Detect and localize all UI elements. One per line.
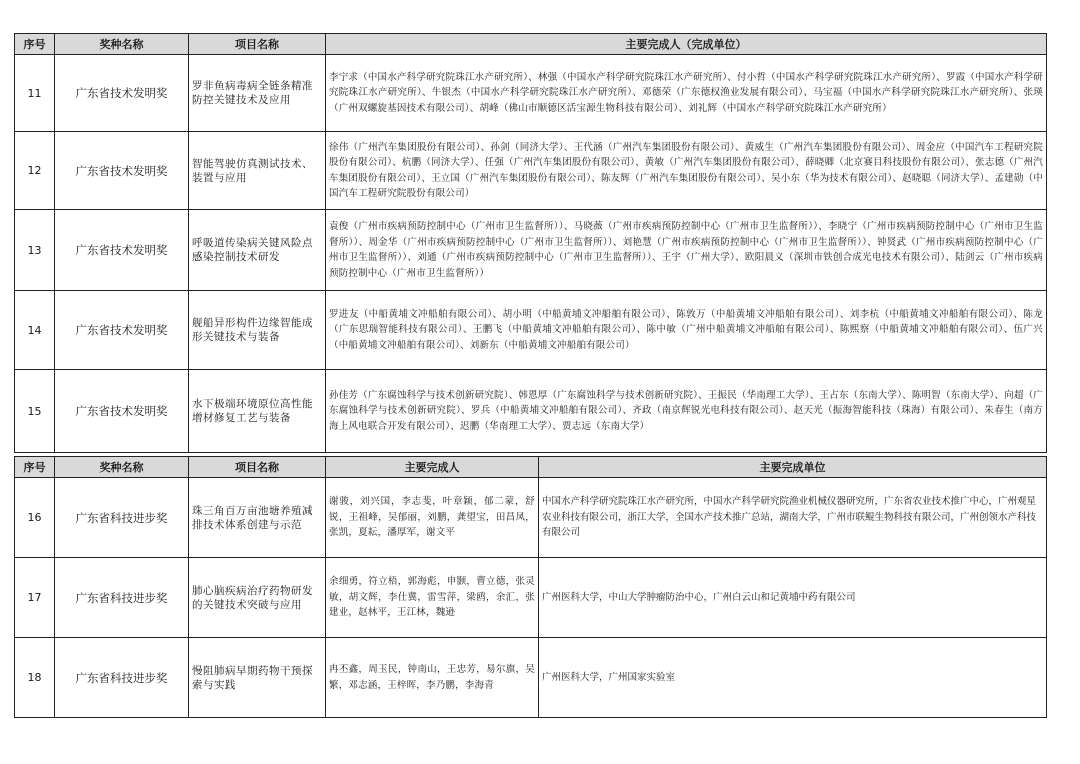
header-people: 主要完成人 bbox=[326, 457, 539, 478]
row-number: 14 bbox=[15, 291, 55, 370]
header-no: 序号 bbox=[15, 34, 55, 55]
header-project: 项目名称 bbox=[189, 34, 326, 55]
row-number: 17 bbox=[15, 558, 55, 638]
table-row bbox=[15, 558, 1047, 638]
header-completers: 主要完成人（完成单位） bbox=[326, 34, 1047, 55]
row-number: 11 bbox=[15, 55, 55, 132]
main-units: 广州医科大学，广州国家实验室 bbox=[539, 638, 1047, 718]
table-row bbox=[15, 638, 1047, 718]
table-header-row bbox=[15, 34, 1047, 55]
table-header-row bbox=[15, 457, 1047, 478]
main-units: 广州医科大学，中山大学肿瘤防治中心，广州白云山和记黄埔中药有限公司 bbox=[539, 558, 1047, 638]
awards-table-sci-tech-progress bbox=[14, 456, 1047, 718]
project-name: 舰船异形构件边缘智能成形关键技术与装备 bbox=[189, 291, 326, 370]
main-completers: 冉丕鑫，周玉民，钟南山，王忠芳，易尔旗，吴繁，邓志涵，王梓晖，李乃鹏，李海青 bbox=[326, 638, 539, 718]
header-award: 奖种名称 bbox=[55, 457, 189, 478]
table-row bbox=[15, 291, 1047, 370]
completers: 袁俊（广州市疾病预防控制中心（广州市卫生监督所））、马晓薇（广州市疾病预防控制中心（广州市卫生监督所））、李晓宁（广州市疾病预防控制中心（广州市卫生监督所））、周金华（广州市疾病预防控制中心（广州市卫生监督所））、刘艳慧（广州市疾病预防控制中心（广州市卫生监督所））、钟贤武（广州市疾病预防控制中心（广州市卫生监督所））、刘通（广州市疾病预防控制中心（广州市卫生监督所））、王宇（广州大学）、欧阳晨义（深圳市铁创合成光电技术有限公司）、陆剑云（广州市疾病预防控制中心（广州市卫生监督所）） bbox=[326, 210, 1047, 291]
header-award: 奖种名称 bbox=[55, 34, 189, 55]
header-units: 主要完成单位 bbox=[539, 457, 1047, 478]
table-row bbox=[15, 132, 1047, 210]
header-no: 序号 bbox=[15, 457, 55, 478]
project-name: 罗非鱼病毒病全链条精准防控关键技术及应用 bbox=[189, 55, 326, 132]
project-name: 肺心脑疾病治疗药物研发的关键技术突破与应用 bbox=[189, 558, 326, 638]
main-completers: 谢骏，刘兴国，李志斐，叶章颖，郁二蒙，舒锐，王祖峰，吴郁丽，刘鹏，龚望宝，田昌凤，张凯，夏耘，潘厚军，谢文平 bbox=[326, 478, 539, 558]
award-name: 广东省技术发明奖 bbox=[55, 55, 189, 132]
awards-table-technical-invention bbox=[14, 33, 1047, 453]
completers: 罗进友（中船黄埔文冲船舶有限公司）、胡小明（中船黄埔文冲船舶有限公司）、陈敦万（中船黄埔文冲船舶有限公司）、刘李杭（中船黄埔文冲船舶有限公司）、陈龙（广东思瑞智能科技有限公司）、王鹏飞（中船黄埔文冲船舶有限公司）、陈中敏（广州中船黄埔文冲船舶有限公司）、陈熙察（中船黄埔文冲船舶有限公司）、伍广兴（中船黄埔文冲船舶有限公司）、刘新东（中船黄埔文冲船舶有限公司） bbox=[326, 291, 1047, 370]
main-units: 中国水产科学研究院珠江水产研究所，中国水产科学研究院渔业机械仪器研究所，广东省农业技术推广中心，广州观星农业科技有限公司，浙江大学，全国水产技术推广总站，湖南大学，广州市联鲲生物科技有限公司，广州创领水产科技有限公司 bbox=[539, 478, 1047, 558]
row-number: 16 bbox=[15, 478, 55, 558]
award-name: 广东省科技进步奖 bbox=[55, 558, 189, 638]
table-row bbox=[15, 478, 1047, 558]
project-name: 智能驾驶仿真测试技术、装置与应用 bbox=[189, 132, 326, 210]
table-row bbox=[15, 55, 1047, 132]
award-name: 广东省科技进步奖 bbox=[55, 638, 189, 718]
project-name: 呼吸道传染病关键风险点感染控制技术研发 bbox=[189, 210, 326, 291]
main-completers: 余细勇，符立梧，郭海彪，申颢，曹立德，张灵敏，胡文辉，李仕冀，雷雪萍，梁鸥，余汇，张建业，赵林平，王江林，魏逊 bbox=[326, 558, 539, 638]
award-name: 广东省科技进步奖 bbox=[55, 478, 189, 558]
table-row bbox=[15, 370, 1047, 453]
table-row bbox=[15, 210, 1047, 291]
row-number: 15 bbox=[15, 370, 55, 453]
award-name: 广东省技术发明奖 bbox=[55, 370, 189, 453]
project-name: 慢阻肺病早期药物干预探索与实践 bbox=[189, 638, 326, 718]
project-name: 珠三角百万亩池塘养殖减排技术体系创建与示范 bbox=[189, 478, 326, 558]
completers: 李宁求（中国水产科学研究院珠江水产研究所）、林强（中国水产科学研究院珠江水产研究所）、付小哲（中国水产科学研究院珠江水产研究所）、罗霞（中国水产科学研究院珠江水产研究所）、牛银杰（中国水产科学研究院珠江水产研究所）、邓德荣（广东德权渔业发展有限公司）、马宝福（中国水产科学研究院珠江水产研究所）、张瑛（广州双螺旋基因技术有限公司）、胡峰（佛山市顺德区活宝源生物科技有限公司）、刘礼辉（中国水产科学研究院珠江水产研究所） bbox=[326, 55, 1047, 132]
row-number: 12 bbox=[15, 132, 55, 210]
completers: 孙佳芳（广东腐蚀科学与技术创新研究院）、韩恩厚（广东腐蚀科学与技术创新研究院）、王振民（华南理工大学）、王占东（东南大学）、陈明智（东南大学）、向超（广东腐蚀科学与技术创新研究院）、罗兵（中船黄埔文冲船舶有限公司）、齐政（南京辉锐光电科技有限公司）、赵天光（振海智能科技（珠海）有限公司）、朱春生（南方海上风电联合开发有限公司）、迟鹏（华南理工大学）、贾志远（东南大学） bbox=[326, 370, 1047, 453]
award-name: 广东省技术发明奖 bbox=[55, 132, 189, 210]
award-name: 广东省技术发明奖 bbox=[55, 210, 189, 291]
header-project: 项目名称 bbox=[189, 457, 326, 478]
row-number: 13 bbox=[15, 210, 55, 291]
award-name: 广东省技术发明奖 bbox=[55, 291, 189, 370]
project-name: 水下极端环境原位高性能增材修复工艺与装备 bbox=[189, 370, 326, 453]
row-number: 18 bbox=[15, 638, 55, 718]
completers: 徐伟（广州汽车集团股份有限公司）、孙剑（同济大学）、王代涵（广州汽车集团股份有限公司）、黄威生（广州汽车集团股份有限公司）、周金应（中国汽车工程研究院股份有限公司）、杭鹏（同济大学）、任强（广州汽车集团股份有限公司）、黄敏（广州汽车集团股份有限公司）、薛晓卿（北京赛目科技股份有限公司）、张志德（广州汽车集团股份有限公司）、王立国（广州汽车集团股份有限公司）、陈友辉（广州汽车集团股份有限公司）、吴小东（华为技术有限公司）、赵晓聪（同济大学）、孟建勋（中国汽车工程研究院股份有限公司） bbox=[326, 132, 1047, 210]
